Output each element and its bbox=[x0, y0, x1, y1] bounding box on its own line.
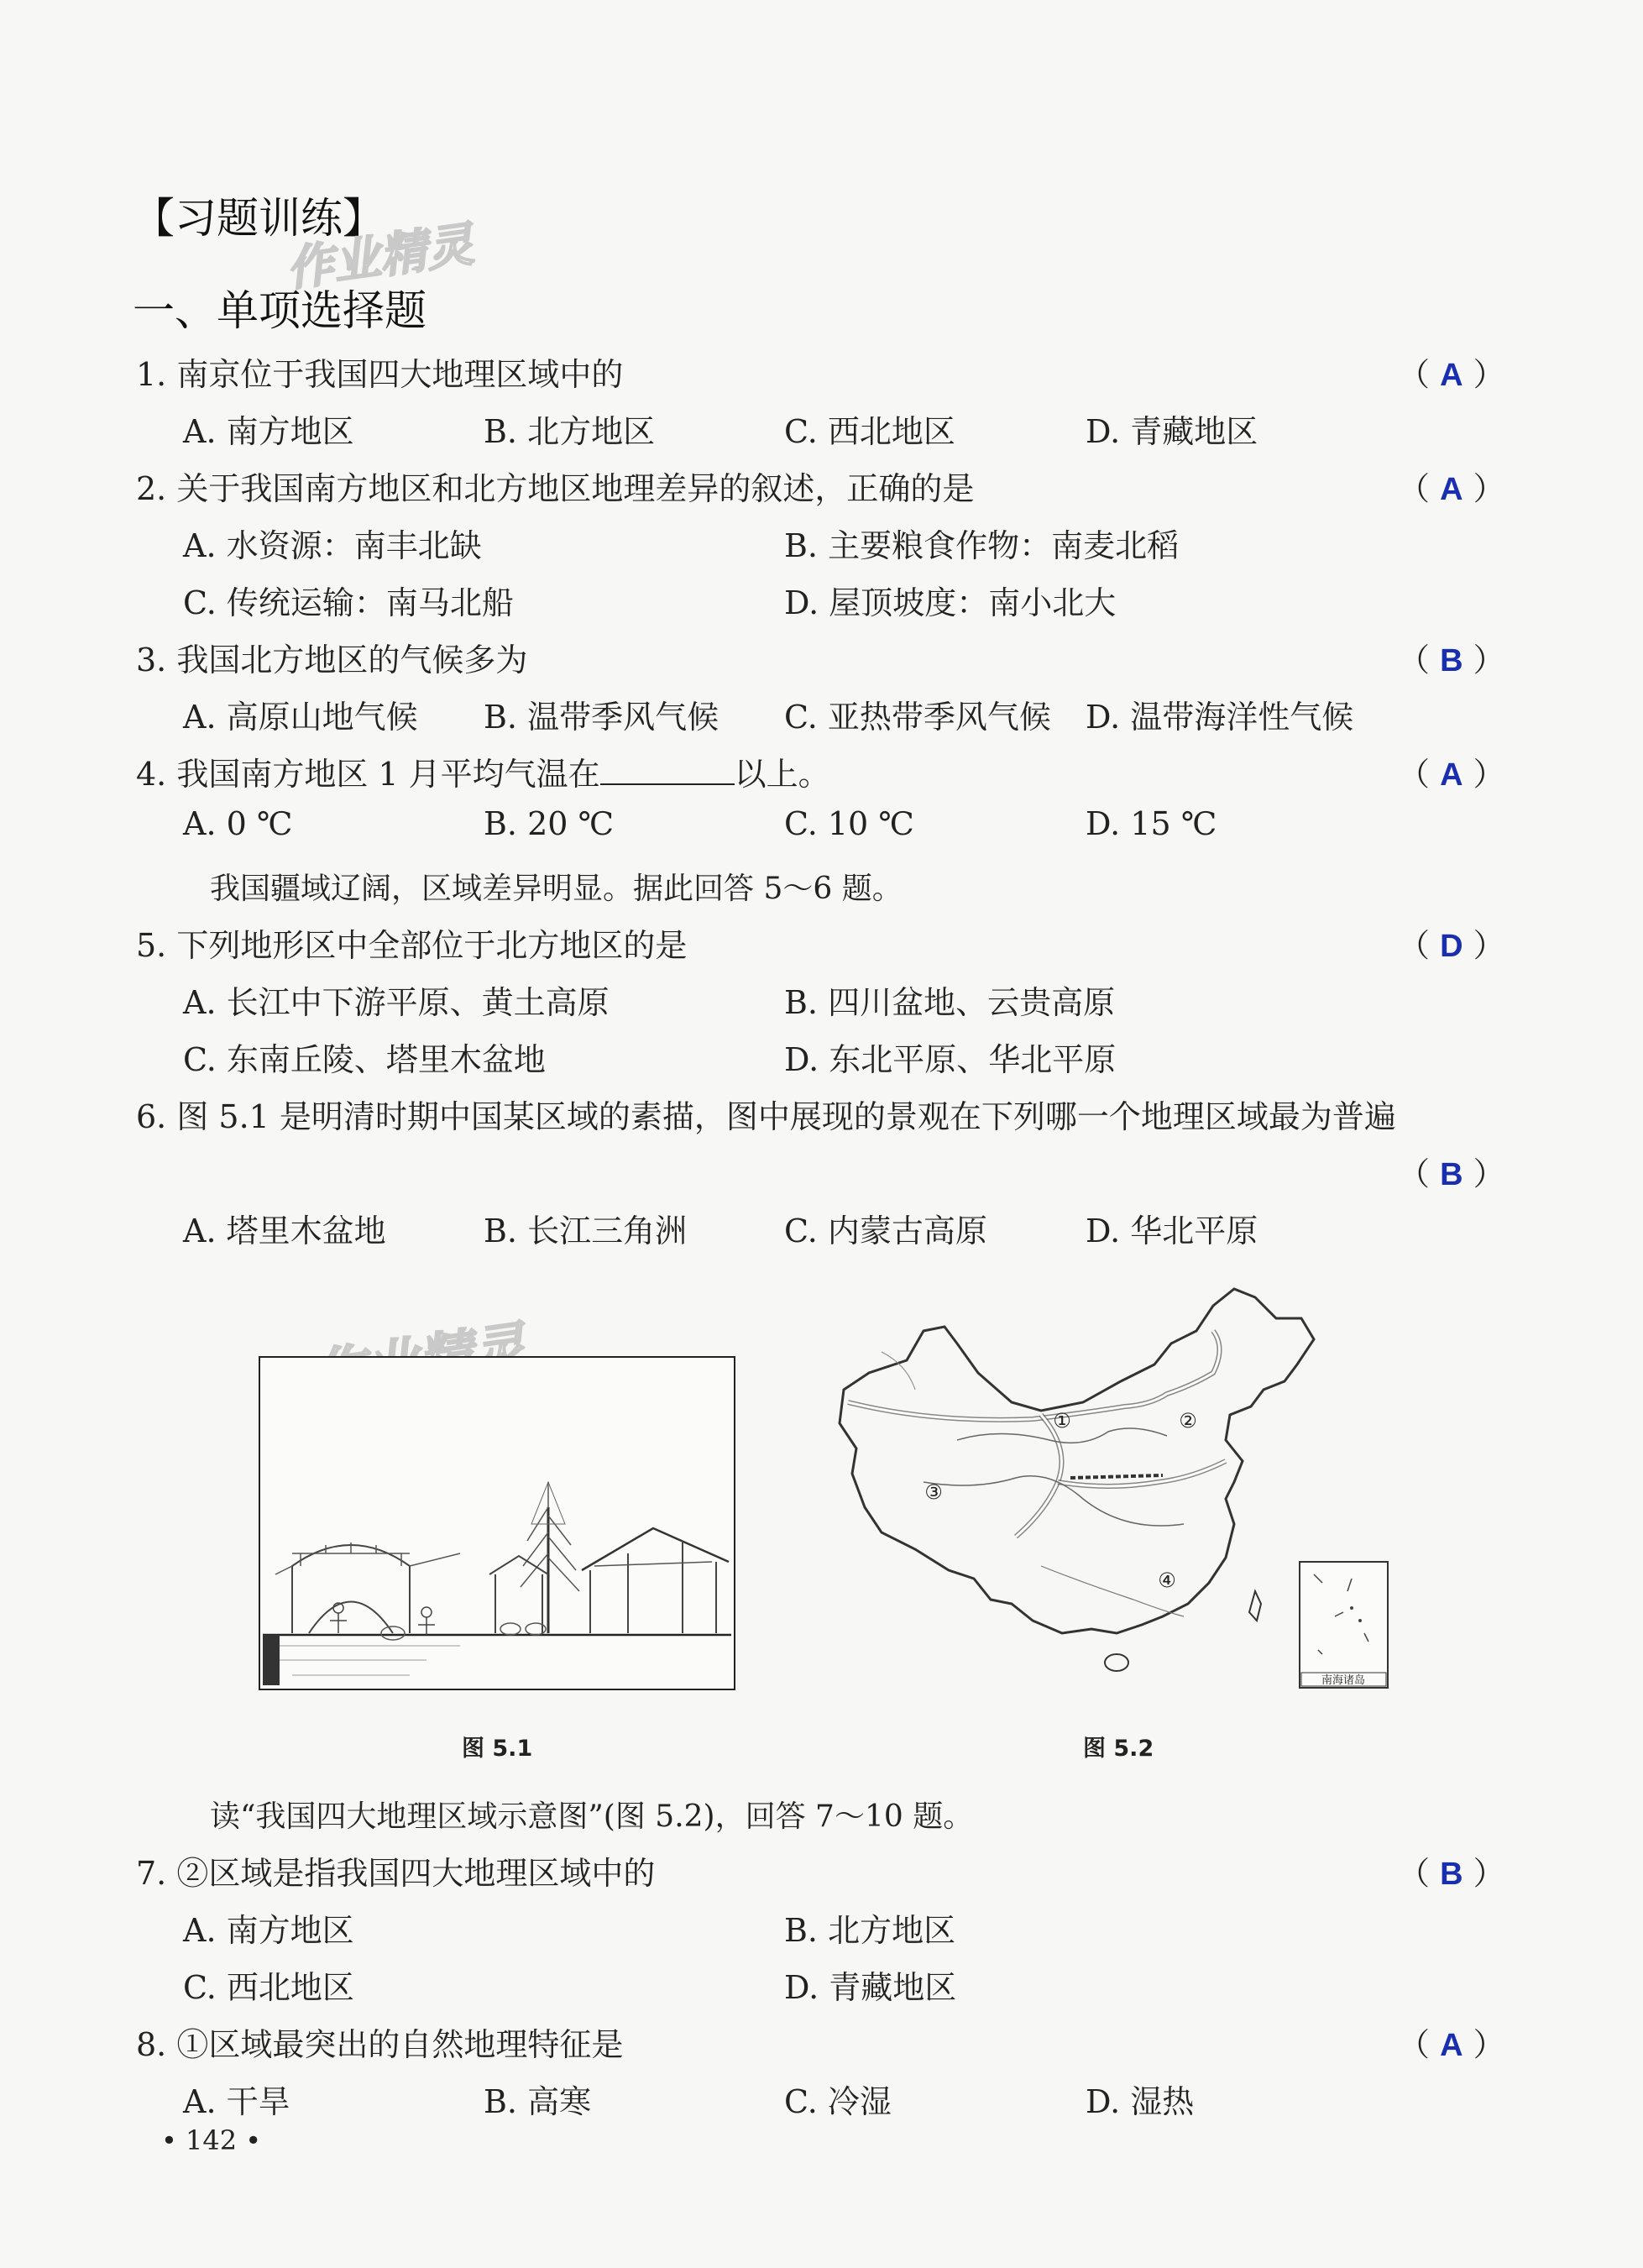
question-8-answer: （ A ） bbox=[1398, 2026, 1505, 2063]
question-5-option-a: A. 长江中下游平原、黄土高原 bbox=[183, 984, 610, 1021]
question-7-option-c: C. 西北地区 bbox=[183, 1969, 354, 2006]
question-2-option-c: C. 传统运输：南马北船 bbox=[183, 584, 514, 621]
figure-5-1-caption: 图 5.1 bbox=[462, 1736, 533, 1762]
question-4-option-c: C. 10 ℃ bbox=[784, 805, 914, 842]
question-3-answer: （ B ） bbox=[1398, 642, 1505, 678]
map-label-3: ③ bbox=[924, 1480, 943, 1504]
question-8-stem: 8. ①区域最突出的自然地理特征是 bbox=[136, 2026, 624, 2063]
question-3-stem: 3. 我国北方地区的气候多为 bbox=[136, 642, 528, 678]
south-china-sea-inset bbox=[1300, 1562, 1388, 1688]
question-4-stem: 4. 我国南方地区 1 月平均气温在 以上。 bbox=[136, 756, 830, 793]
question-6-stem: 6. 图 5.1 是明清时期中国某区域的素描，图中展现的景观在下列哪一个地理区域最为普遍 bbox=[136, 1098, 1396, 1135]
figure-5-2-caption: 图 5.2 bbox=[1083, 1736, 1154, 1762]
question-8-option-b: B. 高寒 bbox=[484, 2083, 592, 2120]
intro-questions-5-6: 我国疆域辽阔，区域差异明显。据此回答 5～6 题。 bbox=[210, 872, 903, 906]
inset-label: 南海诸岛 bbox=[1321, 1674, 1366, 1687]
question-3-option-a: A. 高原山地气候 bbox=[183, 699, 418, 736]
question-3-option-b: B. 温带季风气候 bbox=[484, 699, 719, 736]
question-6-option-d: D. 华北平原 bbox=[1086, 1213, 1258, 1249]
question-1-answer: （ A ） bbox=[1398, 356, 1505, 393]
question-7-option-a: A. 南方地区 bbox=[183, 1912, 354, 1949]
question-5-option-d: D. 东北平原、华北平原 bbox=[784, 1041, 1117, 1078]
question-5-answer: （ D ） bbox=[1398, 927, 1505, 964]
question-2-option-a: A. 水资源：南丰北缺 bbox=[183, 527, 482, 564]
page-number: • 142 • bbox=[161, 2124, 262, 2156]
question-8-option-a: A. 干旱 bbox=[183, 2083, 290, 2120]
question-7-stem: 7. ②区域是指我国四大地理区域中的 bbox=[136, 1855, 656, 1892]
question-6-option-a: A. 塔里木盆地 bbox=[183, 1213, 386, 1249]
question-6-answer: （ B ） bbox=[1398, 1155, 1505, 1192]
figure-5-2-map bbox=[831, 1281, 1402, 1700]
map-label-1: ① bbox=[1053, 1409, 1071, 1433]
question-3-option-c: C. 亚热带季风气候 bbox=[784, 699, 1051, 736]
question-5-option-c: C. 东南丘陵、塔里木盆地 bbox=[183, 1041, 546, 1078]
intro-questions-7-10: 读“我国四大地理区域示意图”(图 5.2)，回答 7～10 题。 bbox=[210, 1799, 974, 1834]
question-2-stem: 2. 关于我国南方地区和北方地区地理差异的叙述，正确的是 bbox=[136, 470, 975, 507]
part-title: 一、单项选择题 bbox=[133, 286, 426, 335]
question-3-option-d: D. 温带海洋性气候 bbox=[1086, 699, 1354, 736]
question-6-option-b: B. 长江三角洲 bbox=[484, 1213, 688, 1249]
question-6-option-c: C. 内蒙古高原 bbox=[784, 1213, 987, 1249]
question-4-answer: （ A ） bbox=[1398, 756, 1505, 793]
question-8-option-c: C. 冷湿 bbox=[784, 2083, 892, 2120]
map-label-4: ④ bbox=[1158, 1569, 1176, 1592]
question-8-option-d: D. 湿热 bbox=[1086, 2083, 1195, 2120]
question-2-answer: （ A ） bbox=[1398, 470, 1505, 507]
question-2-option-b: B. 主要粮食作物：南麦北稻 bbox=[784, 527, 1180, 564]
question-7-option-d: D. 青藏地区 bbox=[784, 1969, 957, 2006]
question-1-option-d: D. 青藏地区 bbox=[1086, 413, 1258, 450]
question-5-stem: 5. 下列地形区中全部位于北方地区的是 bbox=[136, 927, 688, 964]
question-7-answer: （ B ） bbox=[1398, 1855, 1505, 1892]
question-1-option-c: C. 西北地区 bbox=[784, 413, 955, 450]
question-2-option-d: D. 屋顶坡度：南小北大 bbox=[784, 584, 1117, 621]
question-4-option-b: B. 20 ℃ bbox=[484, 805, 615, 842]
question-7-option-b: B. 北方地区 bbox=[784, 1912, 956, 1949]
question-4-option-d: D. 15 ℃ bbox=[1086, 805, 1217, 842]
question-4-option-a: A. 0 ℃ bbox=[183, 805, 293, 842]
question-1-option-b: B. 北方地区 bbox=[484, 413, 656, 450]
answer-blank[interactable] bbox=[600, 758, 735, 785]
question-5-option-b: B. 四川盆地、云贵高原 bbox=[784, 984, 1116, 1021]
question-1-stem: 1. 南京位于我国四大地理区域中的 bbox=[136, 356, 624, 393]
figure-5-1-sketch bbox=[259, 1356, 735, 1690]
section-title: 【习题训练】 bbox=[133, 194, 385, 243]
watermark: 作业精灵 bbox=[283, 217, 478, 298]
map-label-2: ② bbox=[1179, 1409, 1197, 1433]
question-1-option-a: A. 南方地区 bbox=[183, 413, 354, 450]
